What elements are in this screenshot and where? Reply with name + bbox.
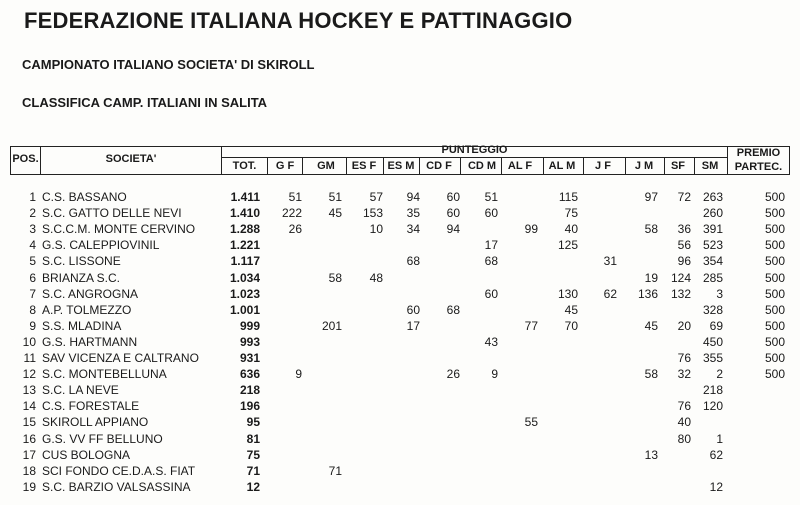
row-score: 3 (716, 286, 723, 301)
row-societa: S.C. MONTEBELLUNA (42, 367, 167, 382)
row-societa: G.S. HARTMANN (42, 334, 138, 349)
row-score: 35 (406, 206, 420, 221)
row-societa: S.C. LISSONE (42, 254, 121, 269)
row-total: 12 (246, 479, 260, 494)
row-position: 4 (29, 238, 36, 253)
row-score: 153 (362, 206, 383, 221)
row-premio: 500 (764, 286, 785, 301)
table-row (0, 303, 800, 319)
row-position: 5 (29, 254, 36, 269)
row-score: 31 (603, 254, 617, 269)
row-societa: G.S. CALEPPIOVINIL (42, 238, 160, 253)
row-position: 6 (29, 270, 36, 285)
row-score: 94 (446, 222, 460, 237)
header-col-j-m: J M (634, 160, 654, 172)
row-score: 132 (670, 286, 691, 301)
table-row (0, 415, 800, 431)
header-col-sf: SF (670, 160, 686, 172)
row-score: 55 (524, 415, 538, 430)
header-col-gm: GM (317, 160, 335, 172)
row-score: 97 (644, 190, 658, 204)
row-score: 354 (702, 254, 723, 269)
row-total: 1.288 (229, 222, 260, 237)
row-position: 16 (22, 431, 36, 446)
row-score: 58 (644, 367, 658, 382)
row-score: 68 (446, 302, 460, 317)
table-row (0, 351, 800, 367)
row-score: 43 (484, 334, 498, 349)
header-col-cd-f: CD F (426, 160, 452, 172)
row-score: 58 (328, 270, 342, 285)
header-societa: SOCIETA' (105, 153, 157, 165)
row-position: 7 (29, 286, 36, 301)
table-row (0, 367, 800, 383)
row-score: 9 (295, 367, 302, 382)
row-score: 26 (446, 367, 460, 382)
row-total: 1.023 (229, 286, 260, 301)
row-score: 36 (677, 222, 691, 237)
table-header (0, 0, 800, 200)
table-row (0, 480, 800, 496)
row-score: 391 (702, 222, 723, 237)
row-premio: 500 (764, 318, 785, 333)
row-score: 218 (702, 383, 723, 398)
row-societa: C.S. BASSANO (42, 190, 127, 204)
row-score: 9 (491, 367, 498, 382)
table-row (0, 383, 800, 399)
row-societa: S.C. BARZIO VALSASSINA (42, 479, 191, 494)
row-score: 328 (702, 302, 723, 317)
table-row (0, 319, 800, 335)
championship-subtitle: CAMPIONATO ITALIANO SOCIETA' DI SKIROLL (22, 57, 315, 72)
row-societa: BRIANZA S.C. (42, 270, 121, 285)
header-col-es-m: ES M (387, 160, 415, 172)
row-premio: 500 (764, 302, 785, 317)
row-score: 60 (446, 190, 460, 204)
table-row (0, 432, 800, 448)
row-score: 69 (709, 318, 723, 333)
row-premio: 500 (764, 222, 785, 237)
row-total: 95 (246, 415, 260, 430)
row-score: 34 (406, 222, 420, 237)
row-position: 17 (22, 447, 36, 462)
header-tot: TOT. (232, 160, 257, 172)
row-score: 20 (677, 318, 691, 333)
row-score: 130 (557, 286, 578, 301)
row-total: 1.034 (229, 270, 260, 285)
row-score: 70 (564, 318, 578, 333)
row-position: 19 (22, 479, 36, 494)
row-premio: 500 (764, 238, 785, 253)
row-total: 1.410 (229, 206, 260, 221)
row-score: 75 (564, 206, 578, 221)
row-premio: 500 (764, 270, 785, 285)
row-score: 51 (288, 190, 302, 204)
row-societa: S.C. GATTO DELLE NEVI (42, 206, 182, 221)
row-total: 931 (239, 351, 260, 365)
row-score: 51 (328, 190, 342, 204)
row-score: 355 (702, 351, 723, 365)
row-score: 45 (564, 302, 578, 317)
row-premio: 500 (764, 190, 785, 204)
row-score: 260 (702, 206, 723, 221)
row-total: 1.001 (229, 302, 260, 317)
row-score: 285 (702, 270, 723, 285)
row-score: 19 (644, 270, 658, 285)
row-score: 58 (644, 222, 658, 237)
row-societa: SCI FONDO CE.D.A.S. FIAT (42, 463, 196, 478)
row-societa: S.C. LA NEVE (42, 383, 119, 398)
row-score: 26 (288, 222, 302, 237)
header-col-cd-m: CD M (467, 160, 497, 172)
table-row (0, 206, 800, 222)
row-societa: S.S. MLADINA (42, 318, 122, 333)
table-row (0, 399, 800, 415)
row-score: 60 (484, 286, 498, 301)
row-score: 48 (369, 270, 383, 285)
row-score: 201 (321, 318, 342, 333)
row-score: 263 (702, 190, 723, 204)
row-score: 62 (709, 447, 723, 462)
row-societa: S.C. ANGROGNA (42, 286, 139, 301)
row-societa: G.S. VV FF BELLUNO (42, 431, 163, 446)
table-row (0, 287, 800, 303)
row-score: 60 (446, 206, 460, 221)
page-title: FEDERAZIONE ITALIANA HOCKEY E PATTINAGGIO (24, 8, 573, 33)
row-total: 218 (239, 383, 260, 398)
row-score: 32 (677, 367, 691, 382)
row-score: 1 (716, 431, 723, 446)
header-col-al-m: AL M (548, 160, 576, 172)
row-score: 77 (524, 318, 538, 333)
row-score: 40 (564, 222, 578, 237)
row-score: 94 (406, 190, 420, 204)
table-row (0, 254, 800, 270)
row-total: 999 (239, 318, 260, 333)
header-col-es-f: ES F (351, 160, 377, 172)
row-score: 99 (524, 222, 538, 237)
row-premio: 500 (764, 367, 785, 382)
row-score: 115 (558, 190, 578, 204)
row-position: 3 (29, 222, 36, 237)
header-col-j-f: J F (595, 160, 611, 172)
row-total: 196 (239, 399, 260, 414)
row-premio: 500 (764, 206, 785, 221)
header-mid-line (221, 157, 727, 158)
row-score: 40 (677, 415, 691, 430)
row-position: 1 (29, 190, 36, 204)
row-total: 993 (239, 334, 260, 349)
row-total: 1.411 (230, 190, 260, 204)
row-position: 2 (29, 206, 36, 221)
row-score: 13 (644, 447, 658, 462)
row-score: 124 (670, 270, 691, 285)
table-row (0, 271, 800, 287)
row-score: 12 (709, 479, 723, 494)
row-premio: 500 (764, 254, 785, 269)
header-premio: PREMIO (736, 147, 781, 159)
row-premio: 500 (764, 351, 785, 365)
row-position: 14 (22, 399, 36, 414)
table-row (0, 190, 800, 206)
header-column-divider (460, 157, 461, 174)
header-col-g-f: G F (275, 160, 295, 172)
row-societa: SAV VICENZA E CALTRANO (42, 351, 199, 365)
header-col-al-f: AL F (507, 160, 533, 172)
row-score: 76 (677, 399, 691, 414)
row-premio: 500 (764, 334, 785, 349)
row-position: 18 (22, 463, 36, 478)
row-score: 45 (644, 318, 658, 333)
row-societa: SKIROLL APPIANO (42, 415, 149, 430)
row-score: 120 (702, 399, 723, 414)
row-score: 80 (677, 431, 691, 446)
table-row (0, 238, 800, 254)
row-score: 62 (603, 286, 617, 301)
header-punteggio: PUNTEGGIO (441, 144, 508, 156)
row-score: 68 (484, 254, 498, 269)
row-score: 57 (369, 190, 383, 204)
row-score: 72 (677, 190, 691, 204)
row-score: 71 (328, 463, 342, 478)
row-score: 68 (406, 254, 420, 269)
row-score: 17 (484, 238, 498, 253)
table-row (0, 448, 800, 464)
row-score: 450 (702, 334, 723, 349)
row-score: 136 (637, 286, 658, 301)
row-position: 15 (22, 415, 36, 430)
row-position: 13 (22, 383, 36, 398)
row-position: 9 (29, 318, 36, 333)
row-total: 81 (246, 431, 260, 446)
row-position: 11 (23, 351, 36, 365)
table-row (0, 464, 800, 480)
table-row (0, 222, 800, 238)
header-bottom-line (10, 174, 790, 175)
row-position: 8 (29, 302, 36, 317)
row-societa: S.C.C.M. MONTE CERVINO (42, 222, 196, 237)
row-position: 10 (22, 334, 36, 349)
row-score: 51 (484, 190, 498, 204)
row-total: 636 (239, 367, 260, 382)
row-score: 17 (406, 318, 420, 333)
row-score: 222 (281, 206, 302, 221)
header-col-sm: SM (701, 160, 719, 172)
row-score: 2 (716, 367, 723, 382)
row-score: 60 (406, 302, 420, 317)
row-total: 75 (246, 447, 260, 462)
row-score: 45 (328, 206, 342, 221)
row-score: 60 (484, 206, 498, 221)
header-partec: PARTEC. (734, 161, 783, 173)
row-score: 10 (369, 222, 383, 237)
row-total: 1.117 (230, 254, 260, 269)
row-score: 125 (557, 238, 578, 253)
row-total: 71 (246, 463, 260, 478)
header-right-border (789, 146, 790, 174)
row-societa: CUS BOLOGNA (42, 447, 131, 462)
row-total: 1.221 (229, 238, 260, 253)
row-score: 96 (677, 254, 691, 269)
row-score: 56 (677, 238, 691, 253)
row-societa: A.P. TOLMEZZO (42, 302, 132, 317)
row-position: 12 (22, 367, 36, 382)
row-societa: C.S. FORESTALE (42, 399, 140, 414)
row-score: 523 (702, 238, 723, 253)
header-pos: POS. (12, 153, 39, 165)
table-row (0, 335, 800, 351)
ranking-subtitle: CLASSIFICA CAMP. ITALIANI IN SALITA (22, 95, 268, 110)
row-score: 76 (677, 351, 691, 365)
